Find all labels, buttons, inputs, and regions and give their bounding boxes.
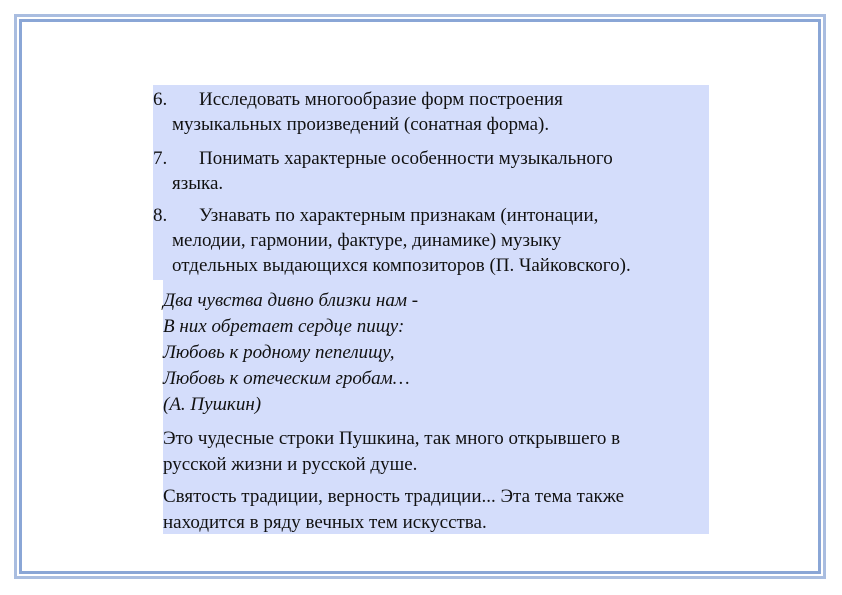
paragraph-line: находится в ряду вечных тем искусства. [163,512,487,533]
list-item [153,203,709,278]
poem-line: Любовь к родному пепелищу, [163,342,395,363]
list-item [153,87,709,137]
paragraph-line: русской жизни и русской душе. [163,454,418,475]
list-item-number: 7. [153,148,168,169]
list-item-text: мелодии, гармонии, фактуре, динамике) музыку [172,230,562,251]
list-item-text: Исследовать многообразие форм построения [199,89,563,110]
objectives-list [153,85,709,280]
list-item-text: Узнавать по характерным признакам (интонации, [199,205,599,226]
poem-line: Два чувства дивно близки нам - [163,290,419,311]
poem-line: Любовь к отеческим гробам… [163,368,410,389]
list-item-number: 6. [153,89,168,110]
paragraph-line: Святость традиции, верность традиции... Эта тема также [163,486,625,507]
list-item-text: музыкальных произведений (сонатная форма). [172,114,550,135]
poem-attribution: (А. Пушкин) [163,394,262,415]
paragraph [163,484,709,536]
list-item-line [153,146,709,171]
paragraph-line: Это чудесные строки Пушкина, так много открывшего в [163,428,621,449]
list-item-text: языка. [172,173,224,194]
list-item [153,146,709,196]
list-item-number: 8. [153,205,168,226]
poem-block [163,280,709,534]
list-item-text: отдельных выдающихся композиторов (П. Чайковского). [172,255,631,276]
poem-line: В них обретает сердце пищу: [163,316,405,337]
list-item-text: Понимать характерные особенности музыкального [199,148,613,169]
list-item-line [153,203,709,228]
paragraph [163,426,709,478]
list-item-line [153,87,709,112]
